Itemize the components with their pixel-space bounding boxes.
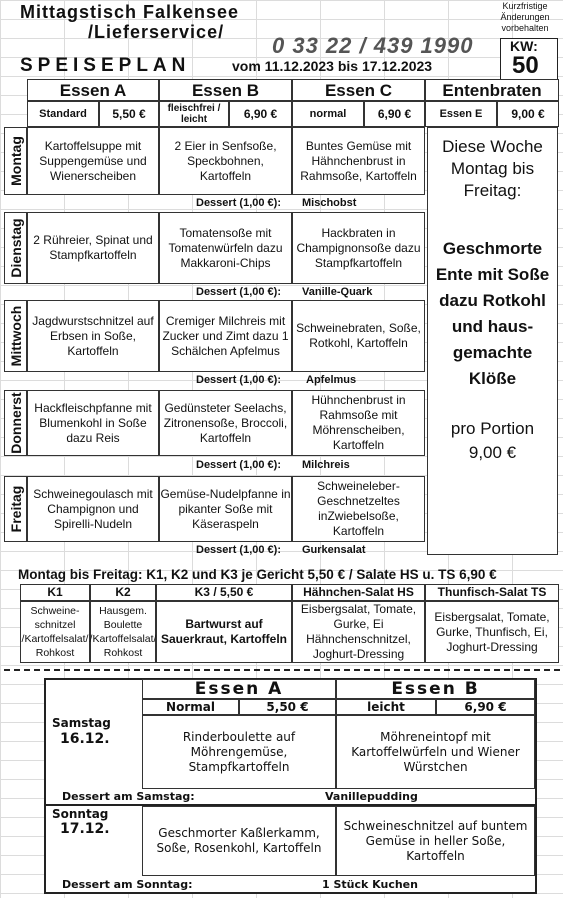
wednesday-dish-b: Cremiger Milchreis mit Zucker und Zimt dazu 1 Schälchen Apfelmus (159, 300, 292, 372)
weekend-col-b-price: 6,90 € (436, 699, 535, 715)
friday-dish-c: Schweineleber-Geschnetzeltes inZwiebelsoße, Kartoffeln (292, 476, 425, 542)
saturday-label: Samstag (52, 716, 111, 730)
thursday-dessert-label: Dessert (1,00 €): (196, 459, 281, 471)
sunday-date: 17.12. (60, 821, 110, 837)
week-label: KW: (510, 38, 538, 54)
tuesday-dessert-label: Dessert (1,00 €): (196, 286, 281, 298)
weekly-offer-headline: Montag bis Freitag: K1, K2 und K3 je Gericht 5,50 € / Salate HS u. TS 6,90 € (18, 567, 497, 582)
weekend-col-b-type: leicht (336, 699, 436, 715)
weekend-col-a-price: 5,50 € (239, 699, 336, 715)
weekend-col-a-type: Normal (142, 699, 239, 715)
hs-dish: Eisbergsalat, Tomate, Gurke, Ei Hähnchenschnitzel, Joghurt-Dressing (292, 601, 425, 663)
k1-dish: Schweine-schnitzel /Kartoffelsalat/ Rohkost (20, 601, 90, 663)
friday-dessert: Gurkensalat (302, 544, 366, 556)
wednesday-dish-c: Schweinebraten, Soße, Rotkohl, Kartoffeln (292, 300, 425, 372)
tuesday-dish-c: Hackbraten in Champignonsoße dazu Stampfkartoffeln (292, 212, 425, 284)
separator-dashed (4, 669, 560, 671)
hs-header: Hähnchen-Salat HS (292, 584, 425, 601)
sunday-dessert: 1 Stück Kuchen (322, 878, 418, 891)
k2-dish: Hausgem. Boulette /Kartoffelsalat/ Rohkost (90, 601, 156, 663)
restaurant-title: Mittagstisch Falkensee (20, 2, 240, 22)
sunday-dessert-label: Dessert am Sonntag: (62, 878, 193, 891)
column-c-type: normal (292, 101, 364, 127)
special-price-label: pro Portion (450, 419, 535, 438)
weekend-col-b-title: Essen B (336, 679, 535, 699)
day-label-wednesday: Mittwoch (4, 300, 27, 372)
day-label-friday: Freitag (4, 476, 27, 542)
wednesday-dish-a: Jagdwurstschnitzel auf Erbsen in Soße, Kartoffeln (27, 300, 159, 372)
restaurant-subtitle: /Lieferservice/ (88, 22, 225, 42)
column-e-price: 9,00 € (497, 101, 559, 127)
column-b-title: Essen B (159, 79, 292, 101)
k3-header: K3 / 5,50 € (156, 584, 292, 601)
monday-dish-c: Buntes Gemüse mit Hähnchenbrust in Rahmsoße, Kartoffeln (292, 127, 425, 195)
ts-header: Thunfisch-Salat TS (425, 584, 559, 601)
column-c-title: Essen C (292, 79, 425, 101)
day-label-monday: Montag (4, 127, 27, 195)
special-dish: Geschmorte Ente mit Soße dazu Rotkohl und haus-gemachte Klöße (435, 239, 550, 388)
week-number: 50 (512, 52, 539, 79)
duck-special-box (427, 127, 558, 555)
change-notice: Kurzfristige Änderungen vorbehalten (500, 1, 550, 33)
monday-dessert: Mischobst (302, 197, 357, 209)
plan-title: SPEISEPLAN (20, 55, 191, 76)
thursday-dish-b: Gedünsteter Seelachs, Zitronensoße, Broccoli, Kartoffeln (159, 390, 292, 456)
thursday-dessert: Milchreis (302, 459, 350, 471)
saturday-dessert: Vanillepudding (325, 790, 418, 803)
monday-dish-a: Kartoffelsuppe mit Suppengemüse und Wienerscheiben (27, 127, 159, 195)
column-c-price: 6,90 € (364, 101, 425, 127)
column-a-price: 5,50 € (99, 101, 159, 127)
special-intro: Diese Woche Montag bis Freitag: (442, 137, 543, 200)
weekend-col-a-title: Essen A (142, 679, 336, 699)
saturday-dish-a: Rinderboulette auf Möhrengemüse, Stampfkartoffeln (142, 715, 336, 789)
sunday-dish-a: Geschmorter Kaßlerkamm, Soße, Rosenkohl, Kartoffeln (142, 806, 336, 876)
column-e-title: Entenbraten (425, 79, 559, 101)
column-a-type: Standard (27, 101, 99, 127)
thursday-dish-c: Hühnchenbrust in Rahmsoße mit Möhrenscheiben, Kartoffeln (292, 390, 425, 456)
k1-header: K1 (20, 584, 90, 601)
tuesday-dish-a: 2 Rühreier, Spinat und Stampfkartoffeln (27, 212, 159, 284)
friday-dish-b: Gemüse-Nudelpfanne in pikanter Soße mit Käseraspeln (159, 476, 292, 542)
day-label-tuesday: Dienstag (4, 212, 27, 284)
thursday-dish-a: Hackfleischpfanne mit Blumenkohl in Soße dazu Reis (27, 390, 159, 456)
date-range: vom 11.12.2023 bis 17.12.2023 (232, 58, 433, 74)
column-e-type: Essen E (425, 101, 497, 127)
saturday-dessert-label: Dessert am Samstag: (62, 790, 195, 803)
friday-dessert-label: Dessert (1,00 €): (196, 544, 281, 556)
k3-dish: Bartwurst auf Sauerkraut, Kartoffeln (156, 601, 292, 663)
saturday-date: 16.12. (60, 731, 110, 747)
column-b-type: fleischfrei / leicht (159, 101, 229, 127)
sunday-dish-b: Schweineschnitzel auf buntem Gemüse in heller Soße, Kartoffeln (336, 806, 535, 876)
ts-dish: Eisbergsalat, Tomate, Gurke, Thunfisch, Ei, Joghurt-Dressing (425, 601, 559, 663)
tuesday-dish-b: Tomatensoße mit Tomatenwürfeln dazu Makkaroni-Chips (159, 212, 292, 284)
k2-header: K2 (90, 584, 156, 601)
sunday-label: Sonntag (52, 807, 109, 821)
wednesday-dessert: Apfelmus (306, 374, 357, 386)
friday-dish-a: Schweinegoulasch mit Champignon und Spirelli-Nudeln (27, 476, 159, 542)
tuesday-dessert: Vanille-Quark (302, 286, 373, 298)
column-a-title: Essen A (27, 79, 159, 101)
monday-dessert-label: Dessert (1,00 €): (196, 197, 281, 209)
wednesday-dessert-label: Dessert (1,00 €): (196, 374, 281, 386)
phone-number: 0 33 22 / 439 1990 (272, 33, 474, 58)
special-price: 9,00 € (468, 443, 517, 462)
saturday-dish-b: Möhreneintopf mit Kartoffelwürfeln und Wiener Würstchen (336, 715, 535, 789)
monday-dish-b: 2 Eier in Senfsoße, Speckbohnen, Kartoffeln (159, 127, 292, 195)
day-label-thursday: Donnerst (4, 390, 27, 456)
column-b-price: 6,90 € (229, 101, 292, 127)
